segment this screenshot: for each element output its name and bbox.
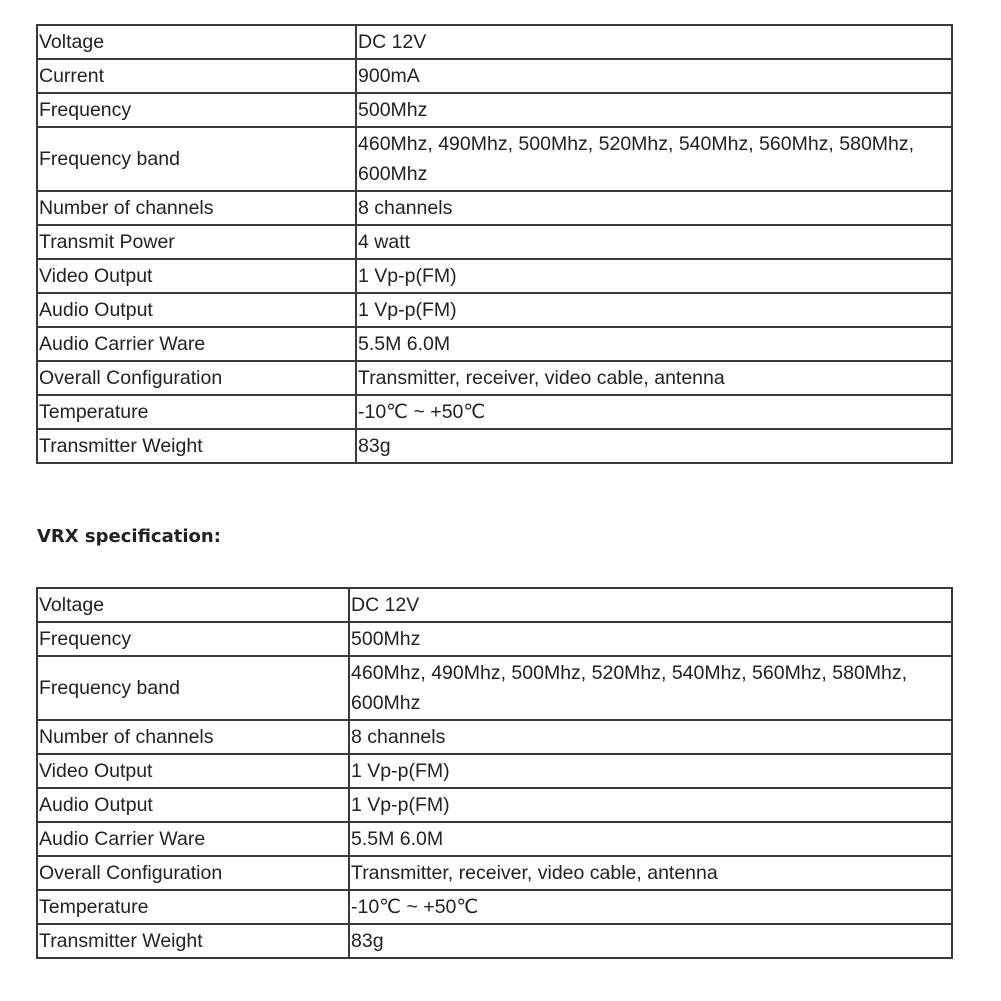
spec-label: Frequency band bbox=[37, 127, 356, 191]
spec-value: 5.5M 6.0M bbox=[349, 822, 952, 856]
table-row bbox=[37, 856, 952, 890]
spec-value: Transmitter, receiver, video cable, antenna bbox=[349, 856, 952, 890]
spec-label: Audio Carrier Ware bbox=[37, 822, 349, 856]
spec-label: Temperature bbox=[37, 890, 349, 924]
spec-label: Transmitter Weight bbox=[37, 429, 356, 463]
table-row bbox=[37, 890, 952, 924]
spec-label: Voltage bbox=[37, 588, 349, 622]
spec-label: Transmit Power bbox=[37, 225, 356, 259]
spec-value: DC 12V bbox=[356, 25, 952, 59]
spec-value: -10℃ ~ +50℃ bbox=[349, 890, 952, 924]
spec-label: Video Output bbox=[37, 754, 349, 788]
spec-value: 1 Vp-p(FM) bbox=[349, 788, 952, 822]
spec-value: 8 channels bbox=[349, 720, 952, 754]
spec-value: 8 channels bbox=[356, 191, 952, 225]
spec-label: Number of channels bbox=[37, 191, 356, 225]
spec-label: Number of channels bbox=[37, 720, 349, 754]
table-row bbox=[37, 754, 952, 788]
table-row bbox=[37, 822, 952, 856]
spec-value: 460Mhz, 490Mhz, 500Mhz, 520Mhz, 540Mhz, 560Mhz, 580Mhz, 600Mhz bbox=[356, 127, 952, 191]
spec-label: Frequency bbox=[37, 622, 349, 656]
spec-label: Current bbox=[37, 59, 356, 93]
spec-label: Audio Output bbox=[37, 293, 356, 327]
spec-value: Transmitter, receiver, video cable, antenna bbox=[356, 361, 952, 395]
spec-value: 460Mhz, 490Mhz, 500Mhz, 520Mhz, 540Mhz, 560Mhz, 580Mhz, 600Mhz bbox=[349, 656, 952, 720]
spec-label: Overall Configuration bbox=[37, 361, 356, 395]
table-row bbox=[37, 656, 952, 720]
spec-label: Audio Carrier Ware bbox=[37, 327, 356, 361]
spec-label: Frequency band bbox=[37, 656, 349, 720]
spec-value: 500Mhz bbox=[356, 93, 952, 127]
spec-label: Audio Output bbox=[37, 788, 349, 822]
spec-label: Video Output bbox=[37, 259, 356, 293]
spec-label: Temperature bbox=[37, 395, 356, 429]
spec-value: 83g bbox=[356, 429, 952, 463]
spec-value: 900mA bbox=[356, 59, 952, 93]
spec-value: 500Mhz bbox=[349, 622, 952, 656]
spec-label: Overall Configuration bbox=[37, 856, 349, 890]
spec-value: 1 Vp-p(FM) bbox=[356, 259, 952, 293]
spec-value: 4 watt bbox=[356, 225, 952, 259]
table-row bbox=[37, 788, 952, 822]
table-row bbox=[37, 622, 952, 656]
spec-value: DC 12V bbox=[349, 588, 952, 622]
spec-label: Frequency bbox=[37, 93, 356, 127]
vrx-spec-table bbox=[36, 587, 953, 959]
spec-label: Voltage bbox=[37, 25, 356, 59]
spec-value: 1 Vp-p(FM) bbox=[349, 754, 952, 788]
vrx-section-heading: VRX specification: bbox=[37, 526, 221, 547]
spec-value: 83g bbox=[349, 924, 952, 958]
spec-value: 5.5M 6.0M bbox=[356, 327, 952, 361]
table-row bbox=[37, 720, 952, 754]
table-row bbox=[37, 924, 952, 958]
spec-value: 1 Vp-p(FM) bbox=[356, 293, 952, 327]
spec-value: -10℃ ~ +50℃ bbox=[356, 395, 952, 429]
spec-label: Transmitter Weight bbox=[37, 924, 349, 958]
table-row bbox=[37, 588, 952, 622]
